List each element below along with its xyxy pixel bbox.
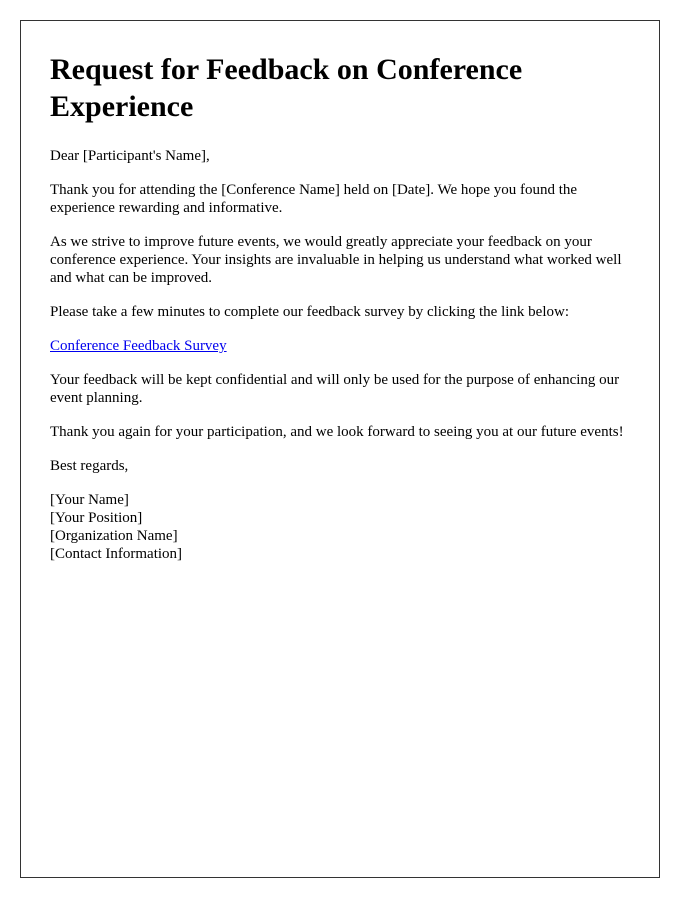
letter-title: Request for Feedback on Conference Experience <box>50 53 523 123</box>
paragraph-instructions: Please take a few minutes to complete our feedback survey by clicking the link below: <box>50 304 570 320</box>
signature-name: [Your Name] <box>50 492 129 508</box>
letter-page <box>20 20 660 878</box>
sign-off: Best regards, <box>50 458 129 474</box>
paragraph-request: As we strive to improve future events, we would greatly appreciate your feedback on your conference experience. Your insights are invaluable in helping us understand what worked well and what can be improved. <box>50 234 622 286</box>
paragraph-closing-thanks: Thank you again for your participation, and we look forward to seeing you at our future events! <box>50 424 624 440</box>
paragraph-thanks: Thank you for attending the [Conference Name] held on [Date]. We hope you found the experience rewarding and informative. <box>50 182 578 216</box>
survey-link[interactable]: Conference Feedback Survey <box>50 338 227 354</box>
signature-block <box>50 491 640 563</box>
signature-position: [Your Position] <box>50 510 143 526</box>
signature-contact: [Contact Information] <box>50 546 183 562</box>
paragraph-confidential: Your feedback will be kept confidential and will only be used for the purpose of enhancing our event planning. <box>50 372 620 406</box>
signature-organization: [Organization Name] <box>50 528 178 544</box>
greeting: Dear [Participant's Name], <box>50 148 210 164</box>
letter-content <box>50 51 640 563</box>
survey-link-container <box>50 337 640 355</box>
